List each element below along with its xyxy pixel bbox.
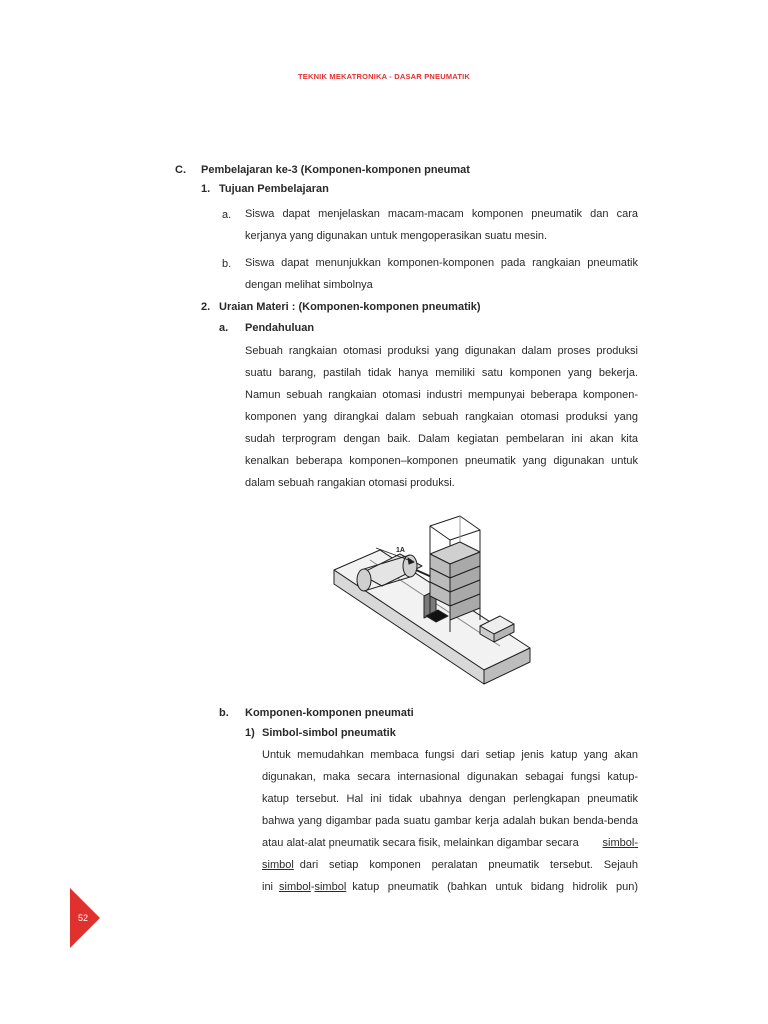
simbol-paragraph — [262, 744, 638, 898]
running-header: TEKNIK MEKATRONIKA - DASAR PNEUMATIK — [297, 72, 471, 81]
tujuan-number: 1. — [201, 183, 211, 195]
figure-label: 1A — [396, 547, 405, 554]
underlined-text: simbol — [602, 837, 635, 849]
text-line: Siswa dapat menunjukkan komponen-komponen pada rangkaian pneumatik — [245, 257, 638, 269]
text-line: Untuk memudahkan membaca fungsi dari setiap jenis katup yang akan — [262, 749, 638, 761]
underlined-word: simbol — [279, 881, 311, 893]
text-line — [262, 832, 638, 854]
underlined-word: simbol — [314, 881, 347, 893]
text-line: dengan melihat simbolnya — [245, 279, 373, 291]
text-line: Sebuah rangkaian otomasi produksi yang digunakan dalam proses produksi — [245, 345, 638, 357]
underlined-compound — [273, 876, 346, 898]
text-line: bahwa yang digambar pada suatu gambar kerja adalah bukan benda-benda — [262, 815, 638, 827]
text-line: sudah terprogram dengan baik. Dalam kegiatan pembelaran ini akan kita — [245, 433, 638, 445]
pendahuluan-marker: a. — [219, 322, 229, 334]
hyphen: - — [310, 881, 315, 893]
simbol-number: 1) — [245, 727, 255, 739]
text-line: digunakan, maka secara internasional digunakan sebagai fungsi katup- — [262, 771, 638, 783]
text-segment: dari setiap komponen peralatan pneumatik tersebut. Sejauh — [299, 859, 638, 871]
tujuan-item-b-marker: b. — [222, 258, 232, 270]
uraian-number: 2. — [201, 301, 211, 313]
underlined-word: simbol- — [602, 837, 638, 849]
section-title: Pembelajaran ke-3 (Komponen-komponen pneumat — [201, 164, 470, 176]
pendahuluan-paragraph — [245, 340, 638, 494]
pneumatic-stacker-illustration — [330, 508, 532, 688]
pendahuluan-title: Pendahuluan — [245, 322, 315, 334]
page-number: 52 — [78, 913, 89, 923]
section-marker: C. — [175, 164, 186, 176]
tujuan-item-b-text — [245, 252, 638, 296]
text-line: kerjanya yang digunakan untuk mengoperasikan suatu mesin. — [245, 230, 548, 242]
text-segment: atau alat-alat pneumatik secara fisik, melainkan digambar secara — [262, 837, 579, 849]
underlined-word: simbol — [262, 859, 294, 871]
text-segment: katup pneumatik (bahkan untuk bidang hidrolik pun) — [352, 881, 638, 893]
komponen-marker: b. — [219, 707, 229, 719]
text-line: Namun sebuah rangkaian otomasi industri mempunyai beberapa komponen- — [245, 389, 638, 401]
text-line: dalam sebuah rangakian otomasi produksi. — [245, 477, 455, 489]
uraian-title: Uraian Materi : (Komponen-komponen pneumatik) — [219, 301, 481, 313]
text-line: komponen yang dirangkai dalam sebuah rangkaian otomasi produksi yang — [245, 411, 638, 423]
text-line — [262, 854, 638, 876]
text-line: suatu barang, pastilah tidak hanya memiliki satu komponen yang bekerja. — [245, 367, 638, 379]
tujuan-title: Tujuan Pembelajaran — [219, 183, 329, 195]
text-segment: ini — [262, 881, 274, 893]
text-line: katup tersebut. Hal ini tidak ubahnya dengan perlengkapan pneumatik — [262, 793, 638, 805]
tujuan-item-a-text — [245, 203, 638, 247]
tujuan-item-a-marker: a. — [222, 209, 232, 221]
simbol-title: Simbol-simbol pneumatik — [262, 727, 396, 739]
text-line — [262, 876, 638, 898]
komponen-title: Komponen-komponen pneumati — [245, 707, 414, 719]
text-line: kenalkan beberapa komponen–komponen pneumatik yang digunakan untuk — [245, 455, 638, 467]
text-line: Siswa dapat menjelaskan macam-macam komponen pneumatik dan cara — [245, 208, 638, 220]
